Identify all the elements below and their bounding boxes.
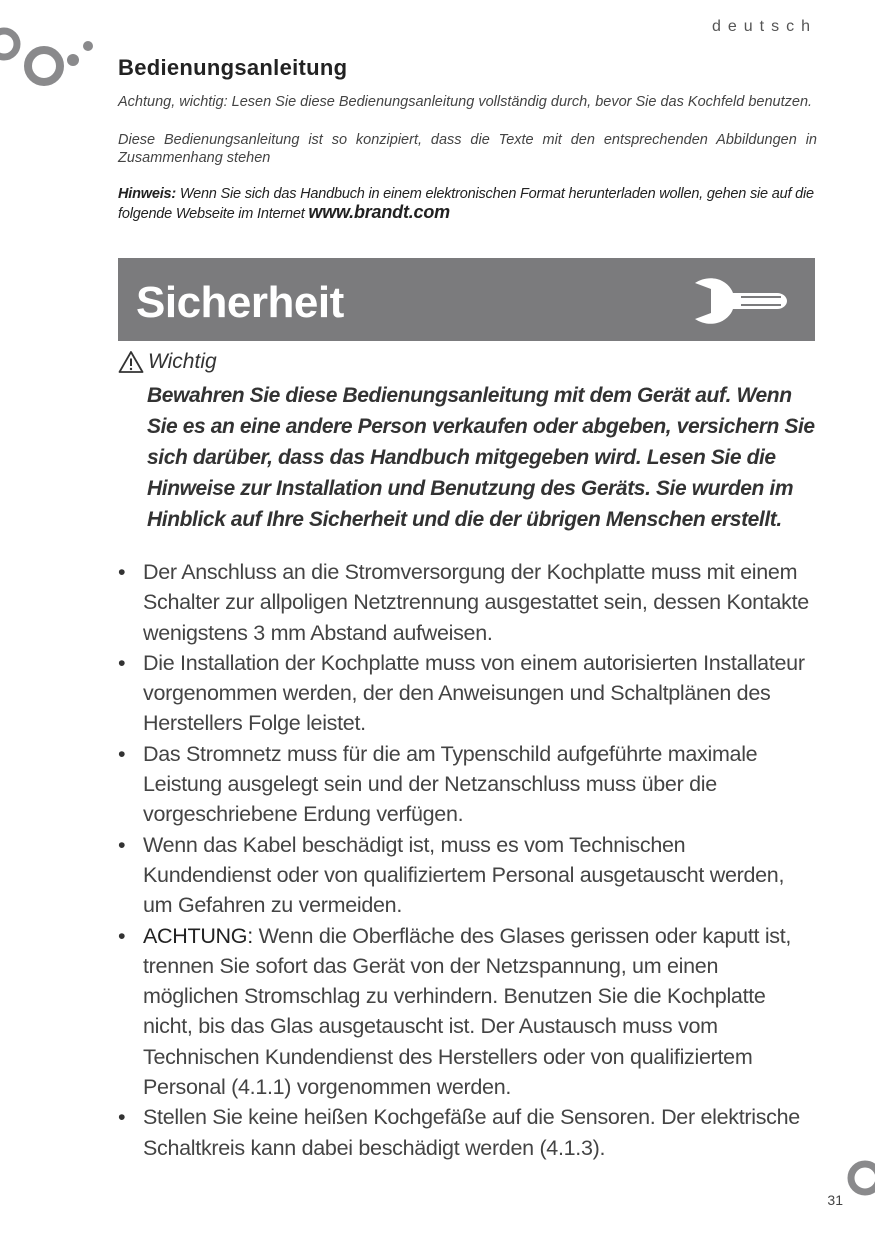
section-banner (118, 258, 815, 341)
intro-paragraph-2: Diese Bedienungsanleitung ist so konzipiert, dass die Texte mit den entsprechenden Abbildungen in Zusammenhang stehen (118, 132, 817, 166)
hint-text: Wenn Sie sich das Handbuch in einem elektronischen Format herunterladen wollen, gehen sie auf die folgende Webseite im Internet (118, 186, 814, 222)
decorative-circles-logo (0, 16, 100, 96)
language-label: deutsch (711, 18, 817, 35)
warning-triangle-icon (118, 350, 144, 374)
bullet-text: Die Installation der Kochplatte muss von einem autorisierten Installateur vorgenommen werden, der den Anweisungen und Schaltplänen des Herstellers Folge leistet. (143, 650, 805, 736)
section-title: Sicherheit (136, 278, 344, 327)
page-number: 31 (827, 1192, 843, 1208)
list-item (118, 921, 818, 1103)
warning-heading-row (118, 350, 818, 374)
list-item (118, 1102, 818, 1163)
hint-paragraph (118, 185, 817, 223)
bullet-text: Wenn das Kabel beschädigt ist, muss es vom Technischen Kundendienst oder von qualifiziertem Personal ausgetauscht werden, um Gefahren zu vermeiden. (143, 832, 785, 918)
list-item (118, 557, 818, 648)
warning-text: Bewahren Sie diese Bedienungsanleitung mit dem Gerät auf. Wenn Sie es an eine andere Person verkaufen oder abgeben, versichern Sie sich darüber, dass das Handbuch mitgegeben wird. Lesen Sie die Hinweise zur Installation und Benutzung des Geräts. Sie wurden im Hinblick auf Ihre Sicherheit und die der übrigen Menschen erstellt. (147, 384, 815, 531)
warning-heading: Wichtig (148, 350, 217, 373)
hint-label: Hinweis: (118, 186, 177, 202)
list-item (118, 739, 818, 830)
warning-block (118, 350, 818, 535)
website-link[interactable]: www.brandt.com (308, 202, 450, 222)
intro-section (118, 55, 817, 223)
safety-bullet-list (118, 557, 818, 1163)
list-item (118, 648, 818, 739)
intro-paragraph-1: Achtung, wichtig: Lesen Sie diese Bedienungsanleitung vollständig durch, bevor Sie das Kochfeld benutzen. (118, 94, 813, 110)
document-title: Bedienungsanleitung (118, 55, 348, 80)
bullet-text: Das Stromnetz muss für die am Typenschild aufgeführte maximale Leistung ausgelegt sein und der Netzanschluss muss über die vorgeschriebene Erdung verfügen. (143, 741, 758, 827)
wrench-icon (691, 275, 791, 327)
bullet-text: Wenn die Oberfläche des Glases gerissen oder kaputt ist, trennen Sie sofort das Gerät von der Netzspannung, um einen möglichen Stromschlag zu verhindern. Benutzen Sie die Kochplatte nicht, bis das Glas ausgetauscht ist. Der Austausch muss vom Technischen Kundendienst des Herstellers oder von qualifiziertem Personal (4.1.1) vorgenommen werden. (143, 923, 792, 1100)
bullet-text: Stellen Sie keine heißen Kochgefäße auf die Sensoren. Der elektrische Schaltkreis kann dabei beschädigt werden (4.1.3). (143, 1105, 800, 1160)
bullet-text: Der Anschluss an die Stromversorgung der Kochplatte muss mit einem Schalter zur allpoligen Netztrennung ausgestattet sein, dessen Kontakte wenigstens 3 mm Abstand aufweisen. (143, 560, 809, 645)
bullet-label: ACHTUNG: (143, 923, 253, 948)
list-item (118, 830, 818, 921)
